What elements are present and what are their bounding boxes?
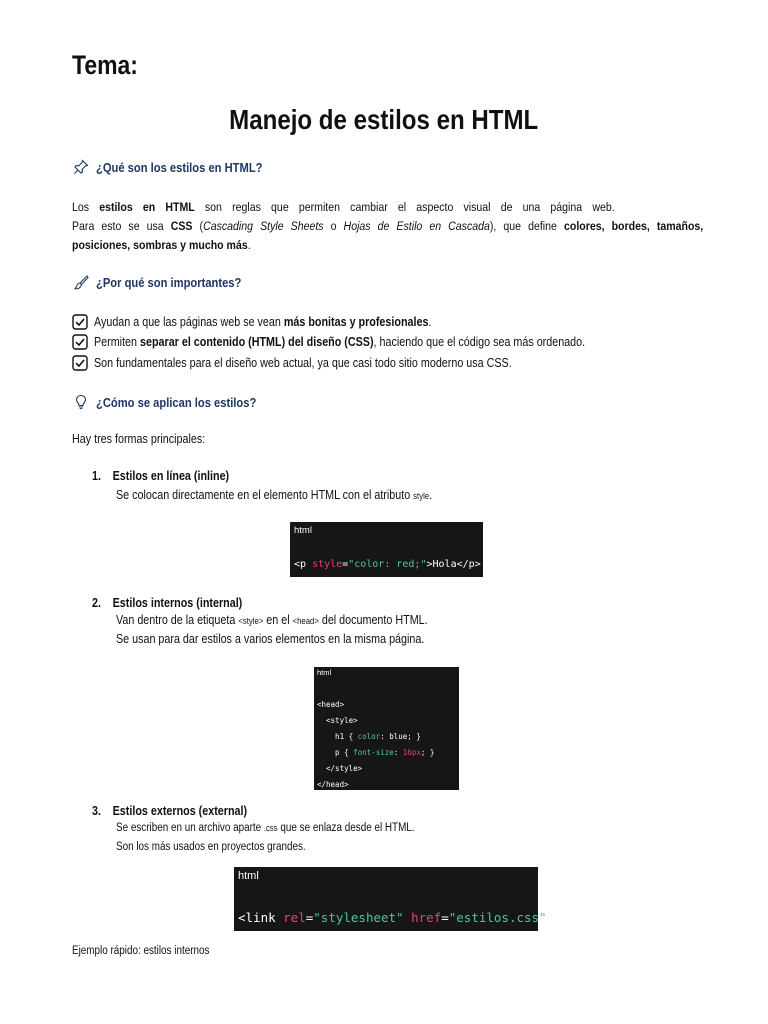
text: , haciendo que el código sea más ordenado. [373, 335, 586, 349]
code-text: = [305, 910, 314, 925]
item-number: 2. [92, 596, 101, 610]
page-title-text: Manejo de estilos en HTML [229, 104, 539, 135]
checklist-item-text [94, 335, 585, 349]
code-block-inline [290, 522, 483, 577]
item-2-title-inner [92, 596, 242, 610]
section-heading-what [72, 158, 290, 176]
item-3-desc-1-inner [116, 822, 415, 834]
item-1-title [92, 469, 251, 483]
item-number: 1. [92, 469, 101, 483]
code-line: </style> [317, 764, 363, 773]
section-heading-how [72, 393, 282, 411]
code-text [404, 910, 412, 925]
item-title-text: Estilos internos (internal) [112, 596, 243, 610]
code-attr: style [312, 559, 343, 570]
code-text: > [546, 910, 555, 925]
what-paragraph [72, 198, 703, 255]
code-text: = [441, 910, 449, 925]
checklist-item [72, 334, 665, 350]
code-text: p { [317, 748, 354, 757]
inline-code: .css [263, 823, 278, 833]
text: o [323, 219, 344, 233]
what-line-3 [72, 236, 703, 255]
code-language-label: html [294, 525, 312, 536]
code-line: </head> [317, 780, 349, 789]
bold-text: colores, bordes, tamaños, [563, 219, 704, 233]
section-heading-what-text: ¿Qué son los estilos en HTML? [96, 159, 263, 175]
what-line-2 [72, 217, 703, 236]
section-heading-how-text: ¿Cómo se aplican los estilos? [96, 394, 257, 410]
code-attr: href [411, 910, 442, 925]
inline-code: <head> [292, 616, 319, 626]
text: Para esto se usa [72, 219, 171, 233]
code-line: <style> [317, 716, 358, 725]
inline-code: <style> [238, 616, 264, 626]
checkbox-checked-icon [72, 314, 88, 330]
text: ( [192, 219, 204, 233]
item-1-desc-inner [116, 488, 432, 502]
code-string: "stylesheet" [313, 910, 404, 925]
item-1-desc [116, 488, 484, 502]
text: son reglas que permiten cambiar el aspecto visual de una página web. [194, 200, 615, 214]
item-2-title [92, 596, 267, 610]
code-tag: <link [238, 910, 284, 925]
text: . [428, 315, 432, 329]
item-2-desc-1-inner [116, 613, 428, 627]
what-line-1 [72, 198, 703, 217]
code-text: : [393, 748, 403, 757]
code-string: "estilos.css" [448, 910, 547, 925]
pushpin-icon [72, 158, 90, 176]
lightbulb-icon [72, 393, 90, 411]
item-1-title-inner [92, 469, 229, 483]
code-property: color [357, 732, 381, 741]
code-property: font-size [353, 748, 394, 757]
item-2-desc-2 [116, 632, 475, 646]
item-3-desc-2 [116, 841, 337, 853]
checklist-item [72, 314, 486, 330]
code-text: h1 { [317, 732, 358, 741]
code-text: ; } [420, 748, 435, 757]
page-title [0, 104, 768, 136]
section-heading-why-text: ¿Por qué son importantes? [96, 274, 242, 290]
bold-text: estilos en HTML [99, 200, 195, 214]
item-title-text: Estilos externos (external) [112, 804, 248, 818]
code-language-label: html [238, 870, 259, 882]
item-3-title-inner [92, 804, 247, 818]
how-intro [72, 432, 227, 446]
checklist-item-text: Son fundamentales para el diseño web actual, ya que casi todo sitio moderno usa CSS. [94, 356, 512, 370]
what-line-2-inner [72, 217, 703, 236]
code-tag: <p [294, 559, 313, 570]
code-text: = [342, 559, 349, 570]
text: Se escriben en un archivo aparte [116, 822, 264, 834]
item-3-desc-2-text: Son los más usados en proyectos grandes. [116, 841, 306, 853]
code-string: "color: red;" [348, 559, 427, 570]
inline-code: style [413, 491, 430, 501]
code-block-external [234, 867, 555, 931]
text: Ayudan a que las páginas web se vean [94, 315, 284, 329]
text: . [429, 488, 433, 502]
code-lines [317, 697, 434, 793]
text: ), que define [489, 219, 564, 233]
item-title-text: Estilos en línea (inline) [112, 469, 230, 483]
item-2-desc-2-text: Se usan para dar estilos a varios elementos en la misma página. [116, 632, 425, 646]
code-block-internal [314, 667, 459, 790]
code-line: <head> [317, 700, 345, 709]
section-heading-why [72, 273, 265, 291]
topic-label: Tema: [72, 50, 138, 80]
code-text: : blue; } [380, 732, 421, 741]
what-line-3-inner [72, 236, 251, 255]
code-number: 16px [402, 748, 421, 757]
paintbrush-icon [72, 273, 90, 291]
bold-text: CSS [170, 219, 193, 233]
text: Permiten [94, 335, 141, 349]
checkbox-checked-icon [72, 334, 88, 350]
footer-note [72, 945, 232, 957]
text: . [247, 238, 251, 252]
footer-note-text: Ejemplo rápido: estilos internos [72, 945, 210, 957]
item-number: 3. [92, 804, 101, 818]
text: del documento HTML. [318, 613, 428, 627]
bold-text: separar el contenido (HTML) del diseño (CSS) [140, 335, 374, 349]
text: que se enlaza desde el HTML. [277, 822, 415, 834]
text: Se colocan directamente en el elemento HTML con el atributo [116, 488, 414, 502]
code-line [238, 910, 554, 925]
bold-text: más bonitas y profesionales [283, 315, 429, 329]
code-line [294, 559, 481, 570]
italic-text: Hojas de Estilo en Cascada [343, 219, 490, 233]
item-2-desc-1 [116, 613, 478, 627]
text: en el [263, 613, 293, 627]
what-line-1-inner [72, 198, 615, 217]
code-attr: rel [283, 910, 306, 925]
italic-text: Cascading Style Sheets [203, 219, 324, 233]
checklist-item-text [94, 315, 431, 329]
text: Van dentro de la etiqueta [116, 613, 239, 627]
how-intro-text: Hay tres formas principales: [72, 432, 206, 446]
checkbox-checked-icon [72, 355, 88, 371]
item-3-title [92, 804, 272, 818]
checklist-item [72, 355, 580, 371]
text: Los [72, 200, 100, 214]
code-language-label: html [317, 668, 332, 677]
code-text: >Hola</p> [426, 559, 481, 570]
item-3-desc-1 [116, 822, 463, 834]
bold-text: posiciones, sombras y mucho más [72, 238, 248, 252]
